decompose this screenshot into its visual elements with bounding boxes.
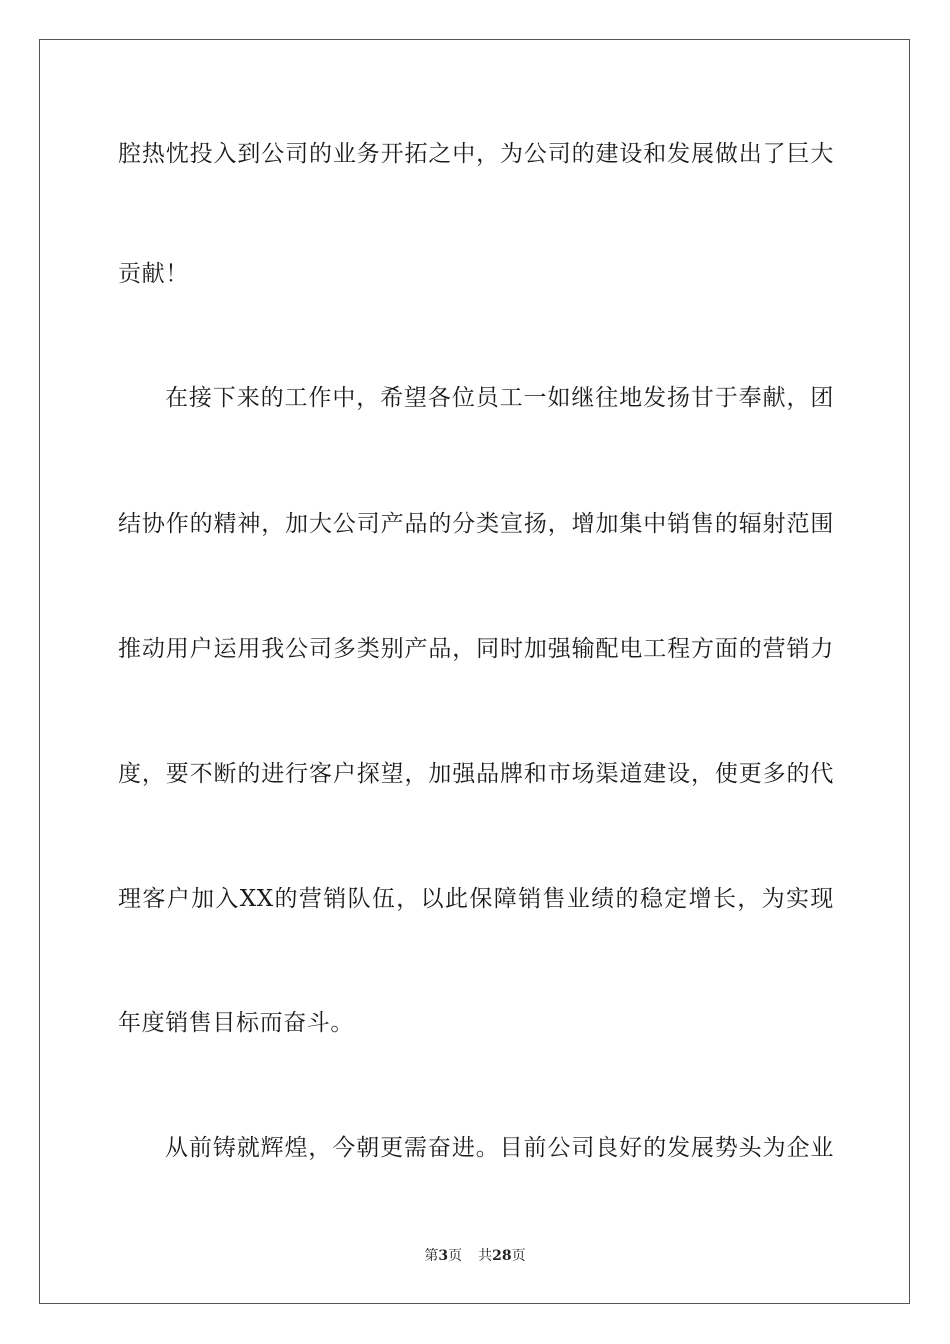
footer-total-prefix: 共 bbox=[478, 1248, 493, 1264]
body-line-6: 度，要不断的进行客户探望，加强品牌和市场渠道建设，使更多的代 bbox=[118, 761, 834, 787]
footer-total-pages: 28 bbox=[492, 1248, 512, 1264]
body-line-5: 推动用户运用我公司多类别产品，同时加强输配电工程方面的营销力 bbox=[118, 636, 834, 662]
body-line-2: 贡献！ bbox=[118, 261, 189, 287]
body-line-1: 腔热忱投入到公司的业务开拓之中，为公司的建设和发展做出了巨大 bbox=[118, 141, 834, 167]
body-line-8: 年度销售目标而奋斗。 bbox=[118, 1010, 354, 1036]
body-line-3: 在接下来的工作中，希望各位员工一如继往地发扬甘于奉献，团 bbox=[165, 385, 834, 411]
body-line-9: 从前铸就辉煌，今朝更需奋进。目前公司良好的发展势头为企业 bbox=[165, 1135, 834, 1161]
body-line-4: 结协作的精神，加大公司产品的分类宣扬，增加集中销售的辐射范围 bbox=[118, 511, 834, 537]
body-line-7: 理客户加入XX的营销队伍，以此保障销售业绩的稳定增长，为实现 bbox=[118, 886, 834, 912]
page-border bbox=[39, 39, 910, 1304]
footer-page-prefix: 第 bbox=[424, 1248, 439, 1264]
footer-page-suffix: 页 bbox=[448, 1248, 463, 1264]
footer-total-suffix: 页 bbox=[511, 1248, 526, 1264]
page-footer bbox=[0, 1246, 950, 1266]
footer-current-page: 3 bbox=[438, 1248, 449, 1264]
